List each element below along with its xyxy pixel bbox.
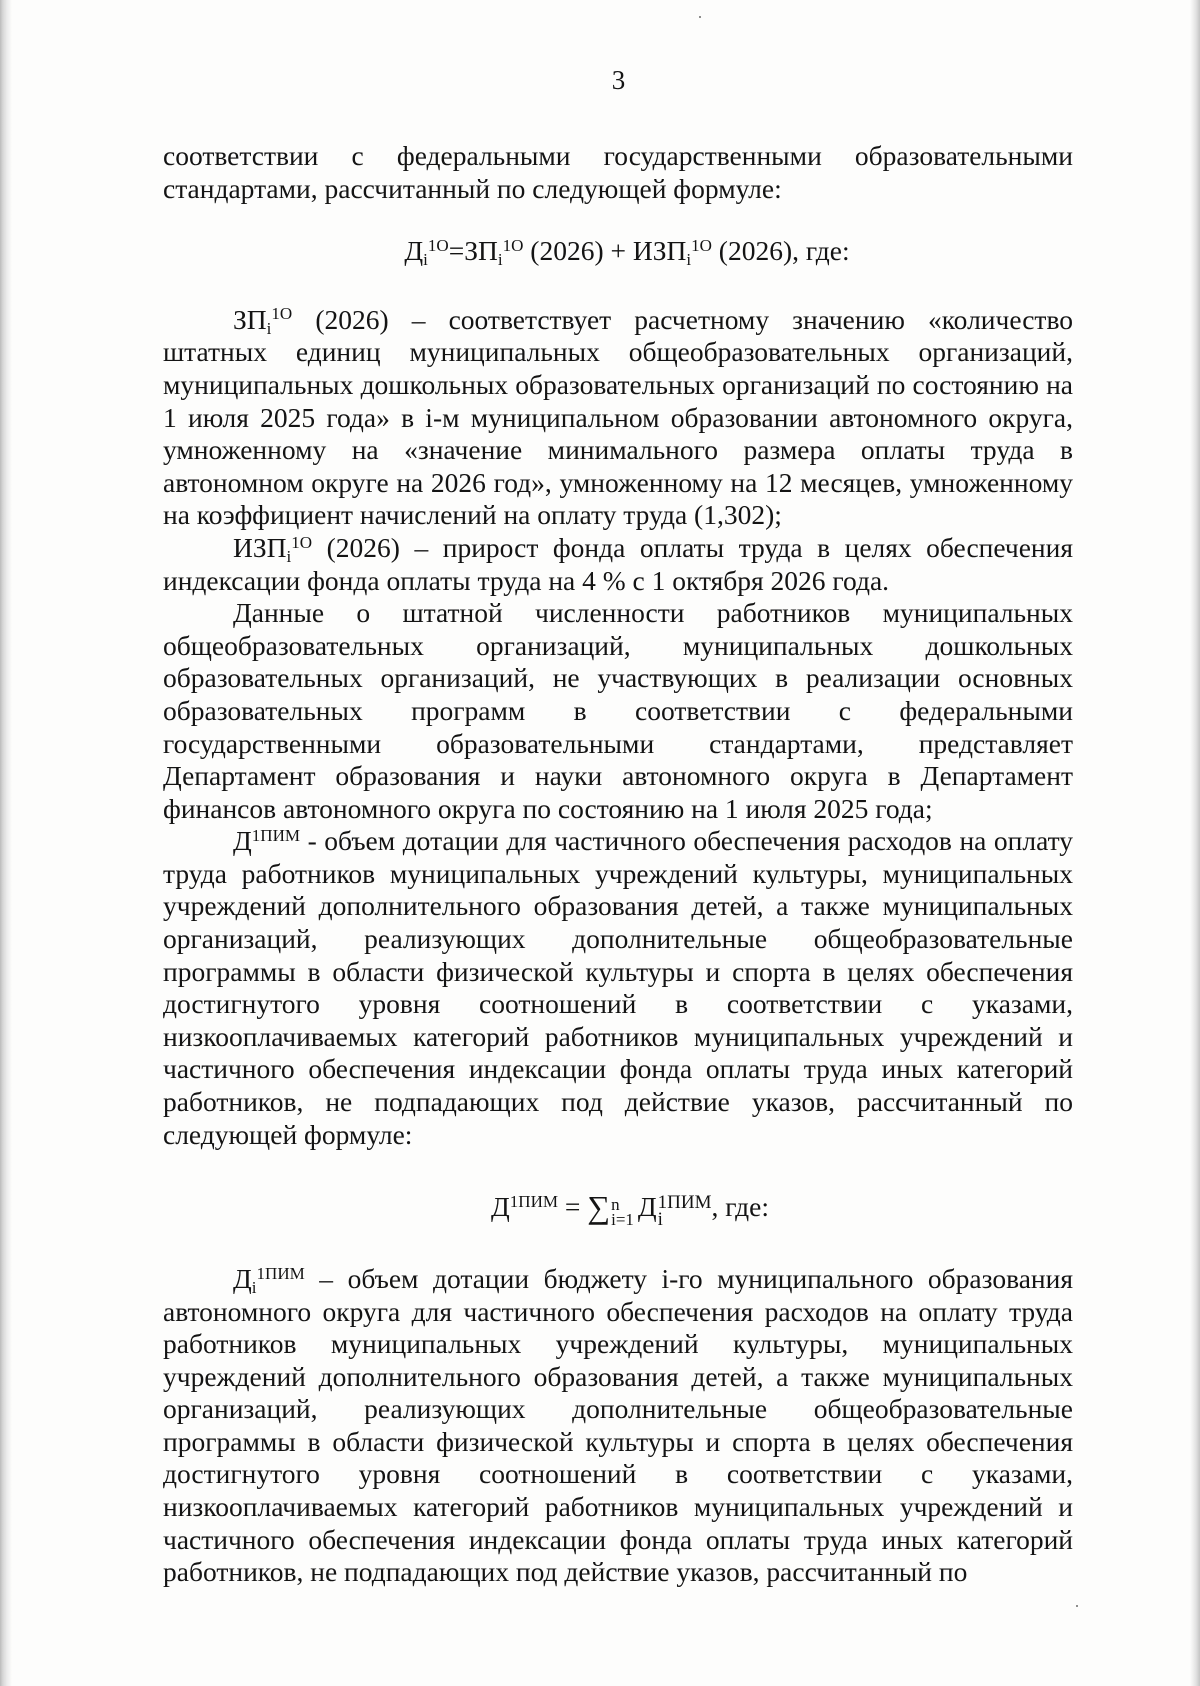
superscript-1pim: 1ПИМ: [509, 1191, 559, 1211]
formula-where: , где:: [711, 1191, 770, 1223]
paragraph-text: - объем дотации для частичного обеспечения расходов на оплату труда работников муниципальных учреждений культуры, муниципальных учреждений дополнительного образования детей, а также муниципальных организаций, реализующих дополнительные общеобразовательные программы в области физической культуры и спорта в целях обеспечения достигнутого уровня соотношений в соответствии с указами, низкооплачиваемых категорий работников муниципальных учреждений и частичного обеспечения индексации фонда оплаты труда иных категорий работников, не подпадающих под действие указов, рассчитанный по следующей формуле:: [163, 825, 1073, 1150]
paragraph-zp-definition: [163, 304, 1073, 532]
d-index-stack: [657, 1191, 712, 1230]
sum-expression: [587, 1189, 712, 1230]
paragraph-text: – объем дотации бюджету i-го муниципального образования автономного округа для частичного обеспечения расходов на оплату труда работников муниципальных учреждений культуры, муниципальных учреждений дополнительного образования детей, а также муниципальных организаций, реализующих дополнительные общеобразовательные программы в области физической культуры и спорта в целях обеспечения достигнутого уровня соотношений в соответствии с указами, низкооплачиваемых категорий работников муниципальных учреждений и частичного обеспечения индексации фонда оплаты труда иных категорий работников, не подпадающих под действие указов, рассчитанный по: [163, 1262, 1073, 1588]
paragraph-text: (2026) – соответствует расчетному значению «количество штатных единиц муниципальных общеобразовательных организаций, муниципальных дошкольных образовательных организаций по состоянию на 1 июля 2025 года» в i-м муниципальном образовании автономного округа, умноженному на «значение минимального размера оплаты труда в автономном округе на 2026 год», умноженному на 12 месяцев, умноженному на коэффициент начислений на оплату труда (1,302);: [163, 303, 1074, 531]
subscript-i: i: [251, 1278, 257, 1298]
paragraph-d-i-1pim-definition: [163, 1263, 1073, 1589]
symbol-izp: ИЗП: [233, 531, 287, 563]
symbol-d: Д: [490, 1191, 510, 1223]
equals-sign: =: [448, 235, 465, 267]
symbol-zp: ЗП: [233, 303, 267, 335]
symbol-zp: ЗП: [464, 235, 498, 267]
subscript-i: i: [686, 250, 692, 270]
sum-limits: [611, 1194, 634, 1229]
document-body: [163, 140, 1073, 1589]
superscript-1o: 1О: [271, 304, 293, 324]
formula-year-where: (2026), где:: [711, 235, 850, 267]
sum-upper-limit: n: [611, 1194, 620, 1214]
superscript-1pim: 1ПИМ: [657, 1191, 712, 1213]
symbol-d: Д: [404, 235, 424, 267]
formula-d-1pim-sum: [163, 1189, 1073, 1230]
page-number: 3: [611, 65, 626, 95]
subscript-i: i: [266, 318, 272, 338]
subscript-i: i: [657, 1208, 663, 1230]
symbol-izp: ИЗП: [632, 235, 687, 267]
sum-sign: ∑: [587, 1189, 611, 1226]
superscript-1o: 1О: [691, 235, 712, 255]
superscript-1o: 1О: [291, 532, 313, 552]
paragraph-staff-data: Данные о штатной численности работников муниципальных общеобразовательных организаций, муниципальных дошкольных образовательных организаций, не участвующих в реализации основных образовательных программ в соответствии с федеральными государственными образовательными стандартами, представляет Департамент образования и науки автономного округа в Департамент финансов автономного округа по состоянию на 1 июля 2025 года;: [163, 597, 1073, 824]
subscript-i: i: [423, 250, 428, 270]
paragraph-text: (2026) – прирост фонда оплаты труда в целях обеспечения индексации фонда оплаты труда на 4 % с 1 октября 2026 года.: [163, 531, 1074, 596]
symbol-d: Д: [233, 1262, 252, 1294]
sum-lower-limit: i=1: [611, 1209, 634, 1229]
superscript-1pim: 1ПИМ: [256, 1263, 305, 1283]
subscript-i: i: [497, 250, 503, 270]
formula-d-i-1o: [163, 235, 1073, 268]
paragraph-d-1pim-definition: [163, 825, 1073, 1151]
superscript-1o: 1О: [502, 235, 524, 255]
scan-speck: [1076, 1605, 1078, 1607]
symbol-d: Д: [637, 1191, 657, 1223]
superscript-1o: 1О: [427, 235, 449, 255]
paragraph-intro: соответствии с федеральными государственными образовательными стандартами, рассчитанный по следующей формуле:: [163, 140, 1073, 204]
equals-sign: =: [558, 1191, 588, 1223]
scan-speck: [699, 16, 701, 18]
formula-year-plus: (2026) +: [523, 235, 633, 267]
paragraph-izp-definition: [163, 532, 1073, 597]
subscript-i: i: [286, 547, 292, 567]
superscript-1pim: 1ПИМ: [251, 825, 301, 845]
symbol-d: Д: [233, 825, 252, 857]
